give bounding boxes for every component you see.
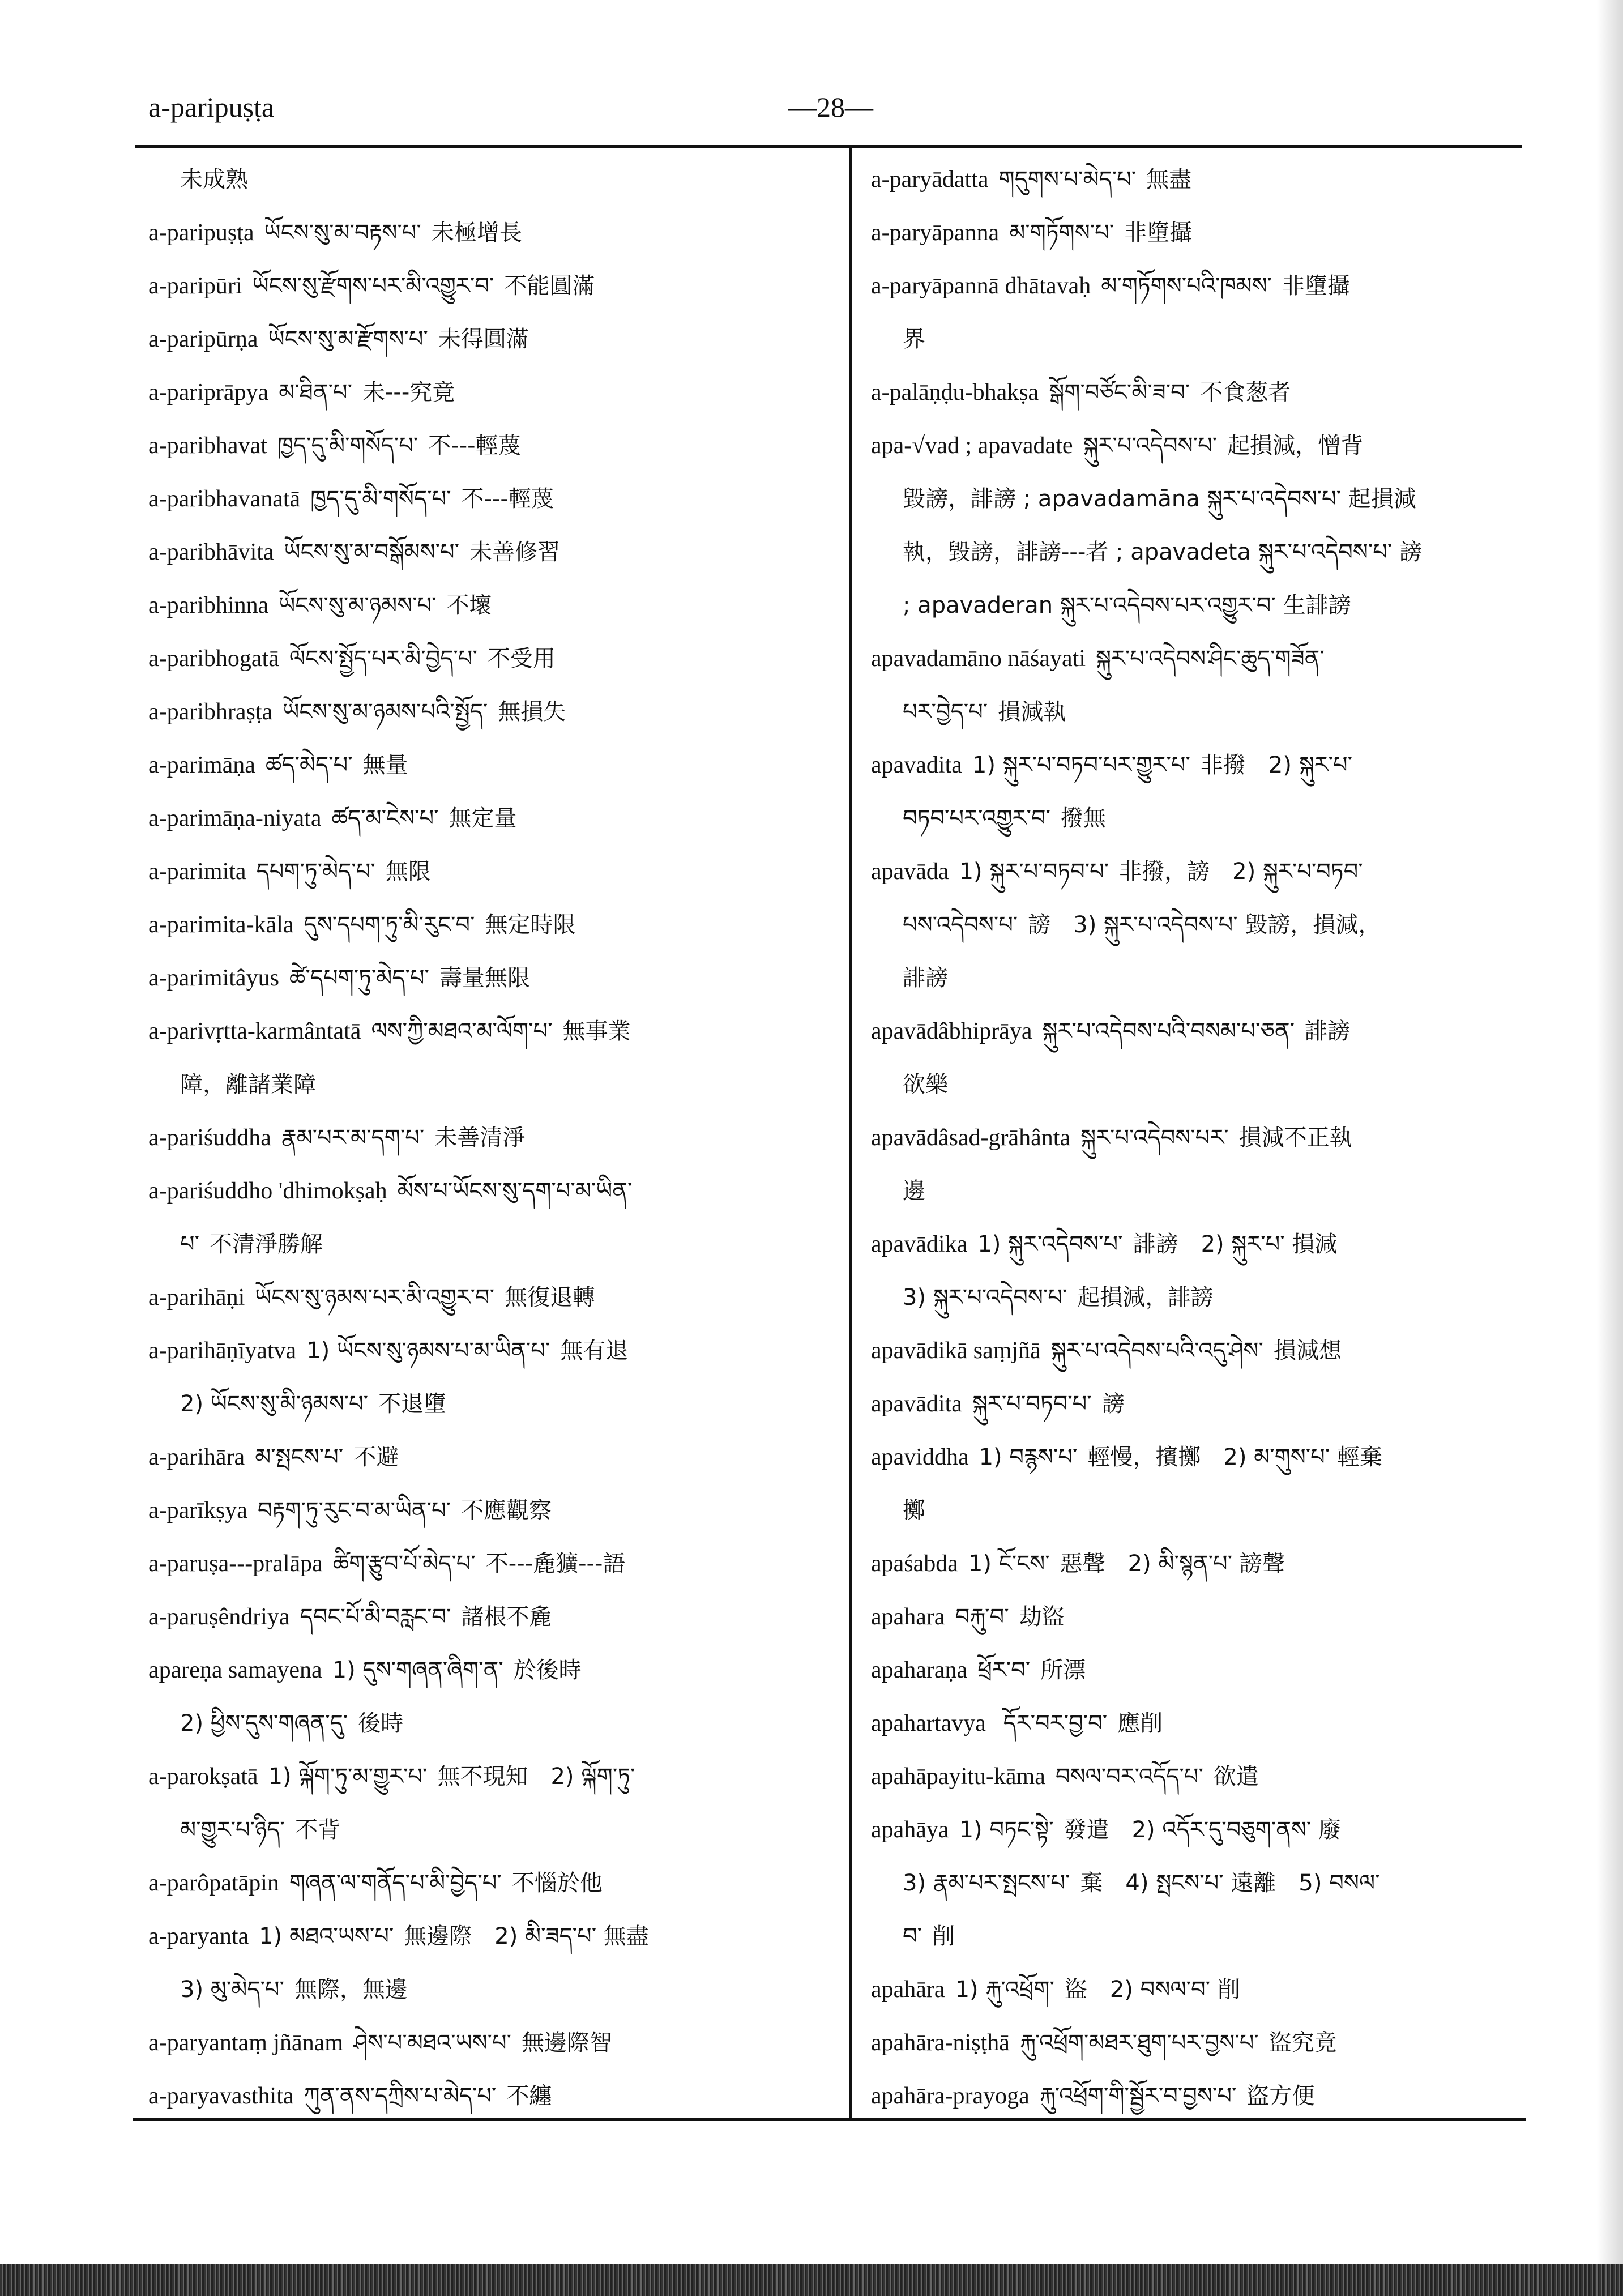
tibetan-equivalent: ཚད་མེད་པ་ [265, 752, 353, 778]
dictionary-line [148, 579, 828, 632]
sanskrit-term: a-parimāṇa-niyata [148, 805, 322, 831]
dictionary-line [871, 153, 1545, 206]
chinese-equivalent: 不能圓滿 [504, 273, 595, 299]
chinese-equivalent: 未得圓滿 [438, 326, 529, 352]
sanskrit-term: a-parokṣatā [148, 1764, 258, 1790]
dictionary-line [148, 526, 828, 579]
tibetan-equivalent: པར་བྱེད་པ་ [903, 699, 988, 725]
tibetan-equivalent: 1) ལྐོག་ཏུ་མ་གྱུར་པ་ [268, 1764, 428, 1790]
tibetan-equivalent: ལས་ཀྱི་མཐའ་མ་ལོག་པ་ [371, 1018, 553, 1044]
sanskrit-term: apavādâsad-grāhânta [871, 1125, 1071, 1151]
chinese-equivalent: 損減想 [1273, 1338, 1342, 1364]
sanskrit-term: a-pariprāpya [148, 379, 269, 406]
dictionary-line [871, 472, 1545, 526]
tibetan-equivalent: བརྟག་ཏུ་རུང་བ་མ་ཡིན་པ་ [257, 1497, 451, 1523]
tibetan-equivalent: ཚིག་རྩུབ་པོ་མེད་པ་ [332, 1551, 476, 1577]
tibetan-equivalent: སྐུར་པ་འདེབས་པར་ [1080, 1125, 1229, 1151]
dictionary-line [871, 1431, 1545, 1484]
tibetan-equivalent: གདུགས་པ་མེད་པ་ [998, 167, 1137, 193]
tibetan-equivalent: རྣམ་པར་མ་དག་པ་ [281, 1125, 425, 1151]
sanskrit-term: a-parimita-kāla [148, 912, 294, 938]
dictionary-line [148, 632, 828, 685]
chinese-equivalent: 不纏 [506, 2083, 552, 2109]
chinese-equivalent: 無事業 [562, 1018, 631, 1044]
sanskrit-term: apahartavya [871, 1710, 986, 1736]
sanskrit-term: a-paryāpanna [871, 220, 1000, 246]
chinese-equivalent: 劫盜 [1019, 1604, 1065, 1630]
tibetan-equivalent: 1) སྐུར་པ་བཏབ་པར་གྱུར་པ་ [972, 752, 1190, 778]
sanskrit-term: a-parimitâyus [148, 965, 279, 991]
sanskrit-term: apahāra-niṣṭhā [871, 2030, 1010, 2056]
dictionary-line [871, 1750, 1545, 1803]
chinese-equivalent: 無復退轉 [504, 1284, 595, 1311]
chinese-equivalent: 起損減，憎背 [1227, 433, 1364, 459]
tibetan-equivalent: བསལ་བར་འདོད་པ་ [1055, 1764, 1203, 1790]
sanskrit-term: apavādikā saṃjñā [871, 1338, 1041, 1364]
dictionary-line [871, 739, 1545, 792]
sanskrit-term: apaśabda [871, 1551, 958, 1577]
chinese-equivalent: 欲樂 [903, 1072, 948, 1098]
tibetan-equivalent: ཁྱད་དུ་མི་གསོད་པ་ [277, 433, 418, 459]
chinese-equivalent: 欲遣 [1213, 1764, 1259, 1790]
tibetan-equivalent: རྐུ་འཕྲོག་མཐར་ཐུག་པར་བྱས་པ་ [1019, 2030, 1259, 2056]
tibetan-equivalent: ཁྱད་དུ་མི་གསོད་པ་ [310, 486, 451, 512]
dictionary-line [871, 313, 1545, 366]
left-column [148, 153, 828, 2123]
chinese-equivalent: 發遣 2) འདོར་དུ་བཅུག་ནས་ 廢 [1064, 1817, 1342, 1843]
sanskrit-term: apahāra [871, 1977, 945, 2003]
dictionary-line [148, 259, 828, 313]
chinese-equivalent: 不壞 [446, 592, 492, 618]
sanskrit-term: apavadita [871, 752, 962, 778]
tibetan-equivalent: དོར་བར་བྱ་བ་ [996, 1710, 1108, 1736]
chinese-equivalent: 所漂 [1040, 1657, 1086, 1683]
chinese-equivalent: 不避 [353, 1444, 399, 1470]
sanskrit-term: a-paribhogatā [148, 646, 279, 672]
chinese-equivalent: 界 [903, 326, 925, 352]
chinese-equivalent: 無定時限 [485, 912, 576, 938]
sanskrit-term: a-paripūri [148, 273, 242, 299]
dictionary-line [871, 2069, 1545, 2123]
chinese-equivalent: 諸根不麁 [461, 1604, 552, 1630]
sanskrit-term: a-paryanta [148, 1923, 249, 1949]
tibetan-equivalent: ཡོངས་སུ་མ་རྫོགས་པ་ [268, 326, 428, 352]
tibetan-equivalent: ཡོངས་སུ་ཉམས་པར་མི་འགྱུར་བ་ [255, 1284, 494, 1311]
dictionary-line [871, 1271, 1545, 1324]
chinese-equivalent: 誹謗 2) སྐུར་པ་ 損減 [1133, 1231, 1338, 1257]
sanskrit-term: a-paripuṣṭa [148, 220, 254, 246]
chinese-equivalent: 未成熟 [180, 167, 248, 193]
chinese-equivalent: 無定量 [449, 805, 517, 831]
sanskrit-term: apavadamāno nāśayati [871, 646, 1086, 672]
chinese-equivalent: ; apavaderan སྐུར་པ་འདེབས་པར་འགྱུར་བ་ 生誹謗 [903, 592, 1351, 618]
tibetan-equivalent: 1) ངོ་ངས་ [968, 1551, 1050, 1577]
chinese-equivalent: 無盡 [1146, 167, 1192, 193]
dictionary-line [148, 1005, 828, 1058]
tibetan-equivalent: མ་གྱུར་པ་ཉིད་ [180, 1817, 285, 1843]
chinese-equivalent: 謗 3) སྐུར་པ་འདེབས་པ་ 毀謗，損減， [1028, 912, 1381, 938]
chinese-equivalent: 損減不正執 [1238, 1125, 1352, 1151]
tibetan-equivalent: ཚེ་དཔག་ཏུ་མེད་པ་ [289, 965, 429, 991]
dictionary-line [871, 1857, 1545, 1910]
chinese-equivalent: 未善修習 [469, 539, 561, 565]
chinese-equivalent: 障，離諸業障 [180, 1072, 316, 1098]
chinese-equivalent: 撥無 [1060, 805, 1106, 831]
sanskrit-term: apahāya [871, 1817, 949, 1843]
chinese-equivalent: 無不現知 2) ལྐོག་ཏུ་ [437, 1764, 635, 1790]
page-header [148, 85, 1530, 130]
dictionary-line [871, 685, 1545, 739]
dictionary-line [148, 206, 828, 259]
chinese-equivalent: 不惱於他 [511, 1870, 603, 1896]
dictionary-line [871, 526, 1545, 579]
dictionary-line [871, 579, 1545, 632]
dictionary-line [871, 1537, 1545, 1590]
tibetan-equivalent: 1) བཏང་སྟེ་ [959, 1817, 1054, 1843]
chinese-equivalent: 不應觀察 [461, 1497, 552, 1523]
dictionary-line [148, 472, 828, 526]
tibetan-equivalent: རྐུ་འཕྲོག་གི་སྦྱོར་བ་བྱས་པ་ [1039, 2083, 1237, 2109]
chinese-equivalent: 無際，無邊 [294, 1977, 408, 2003]
sanskrit-term: a-pariśuddha [148, 1125, 271, 1151]
sanskrit-term: apaharaṇa [871, 1657, 968, 1683]
tibetan-equivalent: སྐུར་པ་འདེབས་པ་ [1083, 433, 1218, 459]
chinese-equivalent: 盜究竟 [1268, 2030, 1337, 2056]
chinese-equivalent: 毀謗，誹謗 ; apavadamāna སྐུར་པ་འདེབས་པ་ 起損減 [903, 486, 1416, 512]
sanskrit-term: a-paruṣêndriya [148, 1604, 290, 1630]
chinese-equivalent: 盜方便 [1246, 2083, 1315, 2109]
chinese-equivalent: 未善清淨 [434, 1125, 526, 1151]
sanskrit-term: a-parivṛtta-karmântatā [148, 1018, 361, 1044]
sanskrit-term: a-paryavasthita [148, 2083, 294, 2109]
chinese-equivalent: 非墮攝 [1124, 220, 1193, 246]
chinese-equivalent: 無量 [362, 752, 408, 778]
sanskrit-term: a-parimāṇa [148, 752, 255, 778]
chinese-equivalent: 惡聲 2) མི་སྙན་པ་ 謗聲 [1060, 1551, 1285, 1577]
tibetan-equivalent: 2) ཕྱིས་དུས་གཞན་དུ་ [180, 1710, 348, 1736]
chinese-equivalent: 執，毀謗，誹謗---者 ; apavadeta སྐུར་པ་འདེབས་པ་ 謗 [903, 539, 1423, 565]
chinese-equivalent: 不受用 [487, 646, 556, 672]
tibetan-equivalent: ཡོངས་སུ་མ་ཉམས་པའི་སྤྱོད་ [283, 699, 488, 725]
tibetan-equivalent: ཚད་མ་ངེས་པ་ [331, 805, 439, 831]
right-column [871, 153, 1545, 2123]
dictionary-line [148, 1697, 828, 1750]
dictionary-line [871, 951, 1545, 1005]
sanskrit-term: apavāda [871, 859, 949, 885]
tibetan-equivalent: སྐུར་པ་འདེབས་པའི་བསམ་པ་ཅན་ [1042, 1018, 1295, 1044]
sanskrit-term: a-paribhinna [148, 592, 269, 618]
tibetan-equivalent: དཔག་ཏུ་མེད་པ་ [256, 859, 375, 885]
tibetan-equivalent: མ་སྤངས་པ་ [255, 1444, 344, 1470]
sanskrit-term: apahara [871, 1604, 945, 1630]
sanskrit-term: a-parihāra [148, 1444, 245, 1470]
tibetan-equivalent: 2) ཡོངས་སུ་མི་ཉམས་པ་ [180, 1391, 369, 1417]
dictionary-line [871, 1164, 1545, 1218]
dictionary-line [148, 1484, 828, 1537]
dictionary-line [871, 1377, 1545, 1431]
tibetan-equivalent: 3) མུ་མེད་པ་ [180, 1977, 284, 2003]
chinese-equivalent: 損減執 [998, 699, 1066, 725]
tibetan-equivalent: བ་ [903, 1923, 922, 1949]
chinese-equivalent: 無損失 [498, 699, 566, 725]
tibetan-equivalent: བརྐུ་བ་ [955, 1604, 1009, 1630]
dictionary-line [148, 1324, 828, 1377]
dictionary-line [148, 739, 828, 792]
dictionary-line [871, 1697, 1545, 1750]
tibetan-equivalent: མ་གཏོགས་པའི་ཁམས་ [1101, 273, 1272, 299]
dictionary-line [871, 2016, 1545, 2069]
dictionary-line [871, 1963, 1545, 2016]
dictionary-line [871, 1484, 1545, 1537]
tibetan-equivalent: སྒོག་བཙོང་མི་ཟ་བ་ [1049, 379, 1190, 406]
dictionary-line [148, 1857, 828, 1910]
chinese-equivalent: 不---輕蔑 [428, 433, 521, 459]
dictionary-line [871, 419, 1545, 472]
chinese-equivalent: 無邊際智 [522, 2030, 612, 2056]
tibetan-equivalent: དུས་དཔག་ཏུ་མི་རུང་བ་ [304, 912, 475, 938]
tibetan-equivalent: 1) དུས་གཞན་ཞིག་ན་ [332, 1657, 503, 1683]
dictionary-line [871, 1058, 1545, 1111]
sanskrit-term: a-parôpatāpin [148, 1870, 279, 1896]
sanskrit-term: a-paripūrṇa [148, 326, 258, 352]
dictionary-line [148, 792, 828, 845]
sanskrit-term: apavādita [871, 1391, 962, 1417]
chinese-equivalent: 不---輕蔑 [461, 486, 554, 512]
tibetan-equivalent: སྐུར་པ་འདེབས་ཤིང་ཆུད་གཟོན་ [1095, 646, 1325, 672]
chinese-equivalent: 擲 [903, 1497, 925, 1523]
dictionary-line [148, 2069, 828, 2123]
scan-bottom-band [0, 2264, 1623, 2296]
chinese-equivalent: 誹謗 [903, 965, 948, 991]
tibetan-equivalent: ཡོངས་སུ་མ་བསྒོམས་པ་ [284, 539, 460, 565]
chinese-equivalent: 誹謗 [1305, 1018, 1350, 1044]
tibetan-equivalent: 1) སྐུར་པ་བཏབ་པ་ [959, 859, 1109, 885]
tibetan-equivalent: 1) རྐུ་འཕྲོག་ [955, 1977, 1054, 2003]
dictionary-line [148, 1218, 828, 1271]
chinese-equivalent: 應削 [1117, 1710, 1163, 1736]
sanskrit-term: a-paruṣa---pralāpa [148, 1551, 323, 1577]
sanskrit-term: a-paribhraṣṭa [148, 699, 273, 725]
tibetan-equivalent: ཡོངས་སུ་རྫོགས་པར་མི་འགྱུར་བ་ [252, 273, 494, 299]
chinese-equivalent: 盜 2) བསལ་བ་ 削 [1064, 1977, 1240, 2003]
dictionary-line [148, 1431, 828, 1484]
tibetan-equivalent: ཀུན་ནས་དཀྲིས་པ་མེད་པ་ [304, 2083, 497, 2109]
tibetan-equivalent: བཏབ་པར་འགྱུར་བ་ [903, 805, 1050, 831]
dictionary-line [148, 1750, 828, 1803]
chinese-equivalent: 不食葱者 [1200, 379, 1291, 406]
sanskrit-term: a-parihāṇīyatva [148, 1338, 297, 1364]
tibetan-equivalent: 1) མཐའ་ཡས་པ་ [259, 1923, 394, 1949]
sanskrit-term: apavādâbhiprāya [871, 1018, 1032, 1044]
chinese-equivalent: 非撥，謗 2) སྐུར་པ་བཏབ་ [1119, 859, 1363, 885]
chinese-equivalent: 無邊際 2) མི་ཟད་པ་ 無盡 [404, 1923, 649, 1949]
scan-edge [1597, 0, 1623, 2296]
dictionary-line [148, 1963, 828, 2016]
chinese-equivalent: 不背 [294, 1817, 340, 1843]
sanskrit-term: apahāra-prayoga [871, 2083, 1030, 2109]
sanskrit-term: a-parihāṇi [148, 1284, 245, 1311]
dictionary-line [871, 792, 1545, 845]
chinese-equivalent: 不清淨勝解 [210, 1231, 323, 1257]
tibetan-equivalent: 1) བརྙས་པ་ [979, 1444, 1078, 1470]
dictionary-line [148, 1271, 828, 1324]
tibetan-equivalent: མ་ཐིན་པ་ [279, 379, 352, 406]
tibetan-equivalent: གཞན་ལ་གནོད་པ་མི་བྱེད་པ་ [289, 1870, 502, 1896]
dictionary-line [148, 1537, 828, 1590]
dictionary-line [148, 313, 828, 366]
dictionary-line [871, 1111, 1545, 1164]
tibetan-equivalent: 1) ཡོངས་སུ་ཉམས་པ་མ་ཡིན་པ་ [306, 1338, 550, 1364]
column-divider [849, 146, 852, 2120]
dictionary-line [148, 1164, 828, 1218]
tibetan-equivalent: ཕྲོར་བ་ [977, 1657, 1031, 1683]
tibetan-equivalent: 3) རྣམ་པར་སྤངས་པ་ [903, 1870, 1070, 1896]
dictionary-line [871, 845, 1545, 898]
dictionary-line [871, 632, 1545, 685]
sanskrit-term: a-paryāpannā dhātavaḥ [871, 273, 1091, 299]
dictionary-line [148, 419, 828, 472]
tibetan-equivalent: 3) སྐུར་པ་འདེབས་པ་ [903, 1284, 1067, 1311]
dictionary-line [871, 898, 1545, 951]
tibetan-equivalent: ཤེས་པ་མཐའ་ཡས་པ་ [353, 2030, 511, 2056]
chinese-equivalent: 未---究竟 [362, 379, 455, 406]
chinese-equivalent: 不退墮 [378, 1391, 447, 1417]
dictionary-line [871, 366, 1545, 419]
dictionary-line [148, 1377, 828, 1431]
chinese-equivalent: 謗 [1101, 1391, 1125, 1417]
page-number: —28— [788, 91, 873, 123]
dictionary-line [148, 1058, 828, 1111]
tibetan-equivalent: མོས་པ་ཡོངས་སུ་དག་པ་མ་ཡིན་ [397, 1178, 633, 1204]
tibetan-equivalent: ཡོངས་སུ་མ་ཉམས་པ་ [279, 592, 437, 618]
chinese-equivalent: 無限 [385, 859, 431, 885]
tibetan-equivalent: ཡོངས་སུ་མ་བརྟས་པ་ [264, 220, 421, 246]
dictionary-line [871, 1218, 1545, 1271]
dictionary-line [148, 1803, 828, 1857]
chinese-equivalent: 不---麁獷---語 [485, 1551, 626, 1577]
dictionary-line [148, 1590, 828, 1644]
chinese-equivalent: 削 [932, 1923, 955, 1949]
dictionary-line [148, 366, 828, 419]
chinese-equivalent: 後時 [358, 1710, 404, 1736]
dictionary-line [148, 951, 828, 1005]
tibetan-equivalent: 1) སྐུར་འདེབས་པ་ [977, 1231, 1123, 1257]
sanskrit-term: a-pariśuddho 'dhimokṣaḥ [148, 1178, 387, 1204]
tibetan-equivalent: སྐུར་པ་བཏབ་པ་ [972, 1391, 1092, 1417]
dictionary-line [148, 685, 828, 739]
dictionary-line [148, 845, 828, 898]
chinese-equivalent: 非墮攝 [1282, 273, 1350, 299]
dictionary-line [148, 1910, 828, 1963]
dictionary-line [871, 259, 1545, 313]
chinese-equivalent: 輕慢，擯擲 2) མ་གུས་པ་ 輕棄 [1087, 1444, 1382, 1470]
sanskrit-term: a-paribhavanatā [148, 486, 301, 512]
tibetan-equivalent: པ་ [180, 1231, 200, 1257]
sanskrit-term: a-palāṇḍu-bhakṣa [871, 379, 1039, 406]
dictionary-line [148, 1111, 828, 1164]
dictionary-line [148, 2016, 828, 2069]
dictionary-line [148, 898, 828, 951]
sanskrit-term: a-parimita [148, 859, 246, 885]
sanskrit-term: apareṇa samayena [148, 1657, 322, 1683]
sanskrit-term: a-paribhāvita [148, 539, 274, 565]
chinese-equivalent: 於後時 [513, 1657, 582, 1683]
sanskrit-term: apahāpayitu-kāma [871, 1764, 1045, 1790]
sanskrit-term: a-paryantaṃ jñānam [148, 2030, 343, 2056]
dictionary-line [871, 206, 1545, 259]
dictionary-line [871, 1005, 1545, 1058]
tibetan-equivalent: དབང་པོ་མི་བརླང་བ་ [300, 1604, 451, 1630]
sanskrit-term: apaviddha [871, 1444, 969, 1470]
dictionary-line [148, 153, 828, 206]
chinese-equivalent: 起損減，誹謗 [1077, 1284, 1214, 1311]
sanskrit-term: apa-√vad ; apavadate [871, 433, 1073, 459]
chinese-equivalent: 壽量無限 [439, 965, 530, 991]
tibetan-equivalent: ལོངས་སྤྱོད་པར་མི་བྱེད་པ་ [289, 646, 477, 672]
dictionary-line [871, 1644, 1545, 1697]
tibetan-equivalent: མ་གཏོགས་པ་ [1009, 220, 1114, 246]
running-head: a-paripuṣṭa [148, 91, 275, 123]
chinese-equivalent: 無有退 [560, 1338, 629, 1364]
chinese-equivalent: 邊 [903, 1178, 925, 1204]
sanskrit-term: a-paryādatta [871, 167, 989, 193]
top-rule [135, 145, 1522, 148]
tibetan-equivalent: སྐུར་པ་འདེབས་པའི་འདུ་ཤེས་ [1050, 1338, 1263, 1364]
tibetan-equivalent: པས་འདེབས་པ་ [903, 912, 1018, 938]
chinese-equivalent: 棄 4) སྤངས་པ་ 遠離 5) བསལ་ [1080, 1870, 1380, 1896]
dictionary-line [871, 1324, 1545, 1377]
chinese-equivalent: 非撥 2) སྐུར་པ་ [1200, 752, 1353, 778]
dictionary-line [871, 1803, 1545, 1857]
sanskrit-term: apavādika [871, 1231, 968, 1257]
sanskrit-term: a-parīkṣya [148, 1497, 247, 1523]
dictionary-line [871, 1590, 1545, 1644]
chinese-equivalent: 未極增長 [431, 220, 522, 246]
dictionary-line [148, 1644, 828, 1697]
dictionary-line [871, 1910, 1545, 1963]
sanskrit-term: a-paribhavat [148, 433, 267, 459]
